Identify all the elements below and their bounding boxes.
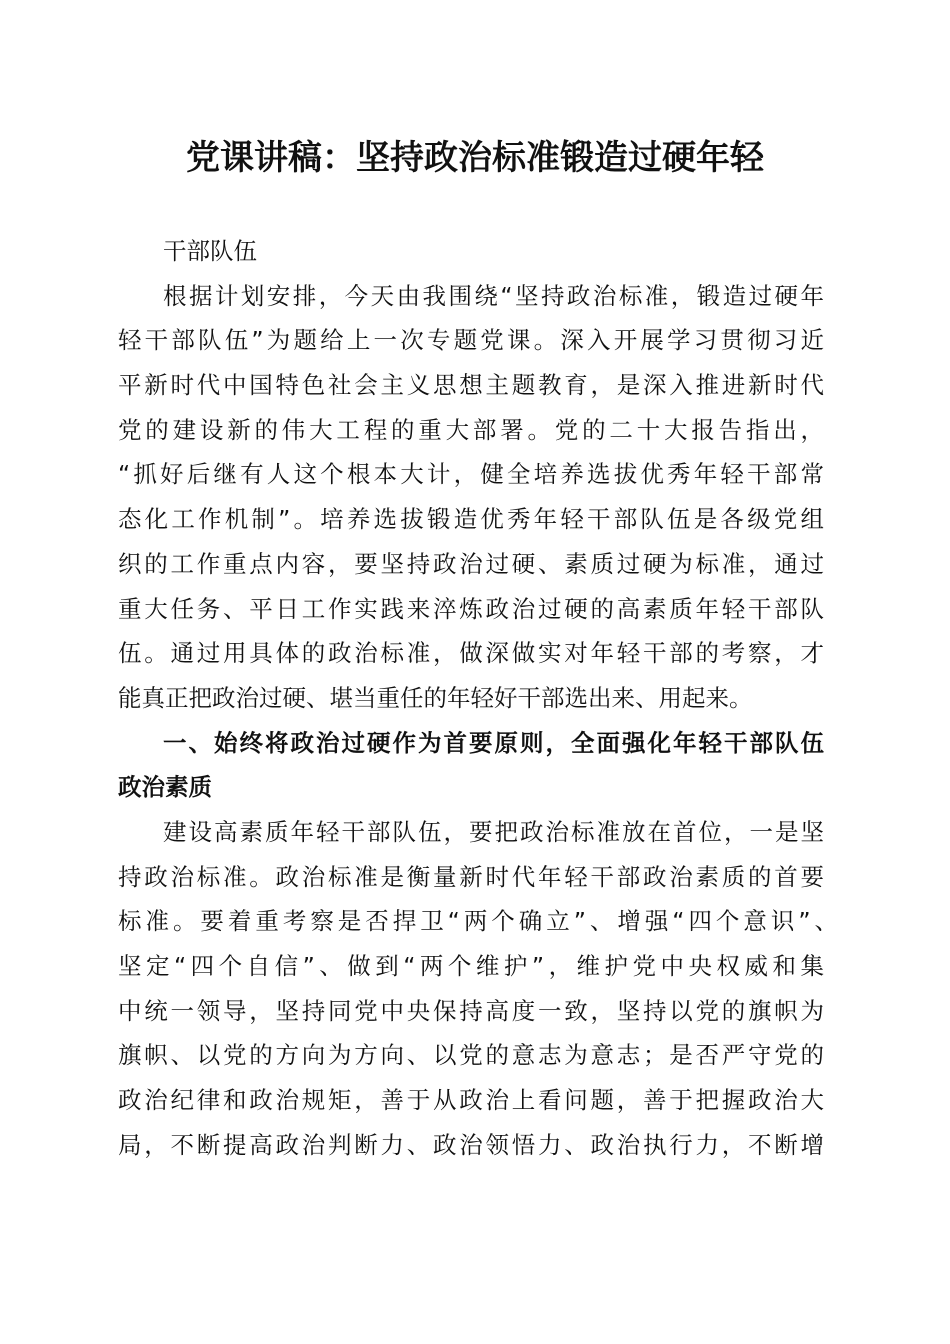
paragraph-line: 持政治标准。政治标准是衡量新时代年轻干部政治素质的首要 — [118, 862, 824, 891]
paragraph-line: 旗帜、以党的方向为方向、以党的意志为意志；是否严守党的 — [118, 1041, 824, 1070]
paragraph-line: 织的工作重点内容，要坚持政治过硬、素质过硬为标准，通过 — [118, 549, 824, 578]
paragraph-line: 根据计划安排，今天由我围绕“坚持政治标准，锻造过硬年 — [163, 281, 824, 310]
paragraph-line: 态化工作机制”。培养选拔锻造优秀年轻干部队伍是各级党组 — [118, 505, 824, 534]
paragraph-line: 政治纪律和政治规矩，善于从政治上看问题，善于把握政治大 — [118, 1086, 824, 1115]
paragraph-line: 轻干部队伍”为题给上一次专题党课。深入开展学习贯彻习近 — [118, 326, 824, 355]
paragraph-line: 坚定“四个自信”、做到“两个维护”，维护党中央权威和集 — [118, 952, 824, 980]
section-heading-line: 一、始终将政治过硬作为首要原则，全面强化年轻干部队伍 — [163, 728, 824, 757]
document-body — [118, 229, 838, 1167]
paragraph-line: 能真正把政治过硬、堪当重任的年轻好干部选出来、用起来。 — [118, 683, 753, 712]
paragraph-line: 标准。要着重考察是否捍卫“两个确立”、增强“四个意识”、 — [118, 907, 838, 936]
paragraph-line: “抓好后继有人这个根本大计，健全培养选拔优秀年轻干部常 — [118, 460, 824, 489]
paragraph-line: 中统一领导，坚持同党中央保持高度一致，坚持以党的旗帜为 — [118, 996, 824, 1025]
paragraph-line: 重大任务、平日工作实践来淬炼政治过硬的高素质年轻干部队 — [118, 594, 824, 623]
section-heading-line: 政治素质 — [118, 773, 212, 802]
paragraph-line: 平新时代中国特色社会主义思想主题教育，是深入推进新时代 — [118, 371, 824, 400]
paragraph-line: 干部队伍 — [163, 237, 257, 265]
document-title: 党课讲稿：坚持政治标准锻造过硬年轻 — [186, 138, 764, 178]
paragraph-line: 局，不断提高政治判断力、政治领悟力、政治执行力，不断增 — [118, 1130, 824, 1159]
paragraph-line: 伍。通过用具体的政治标准，做深做实对年轻干部的考察，才 — [118, 639, 824, 668]
paragraph-line: 党的建设新的伟大工程的重大部署。党的二十大报告指出， — [118, 415, 824, 444]
paragraph-line: 建设高素质年轻干部队伍，要把政治标准放在首位，一是坚 — [163, 817, 824, 846]
